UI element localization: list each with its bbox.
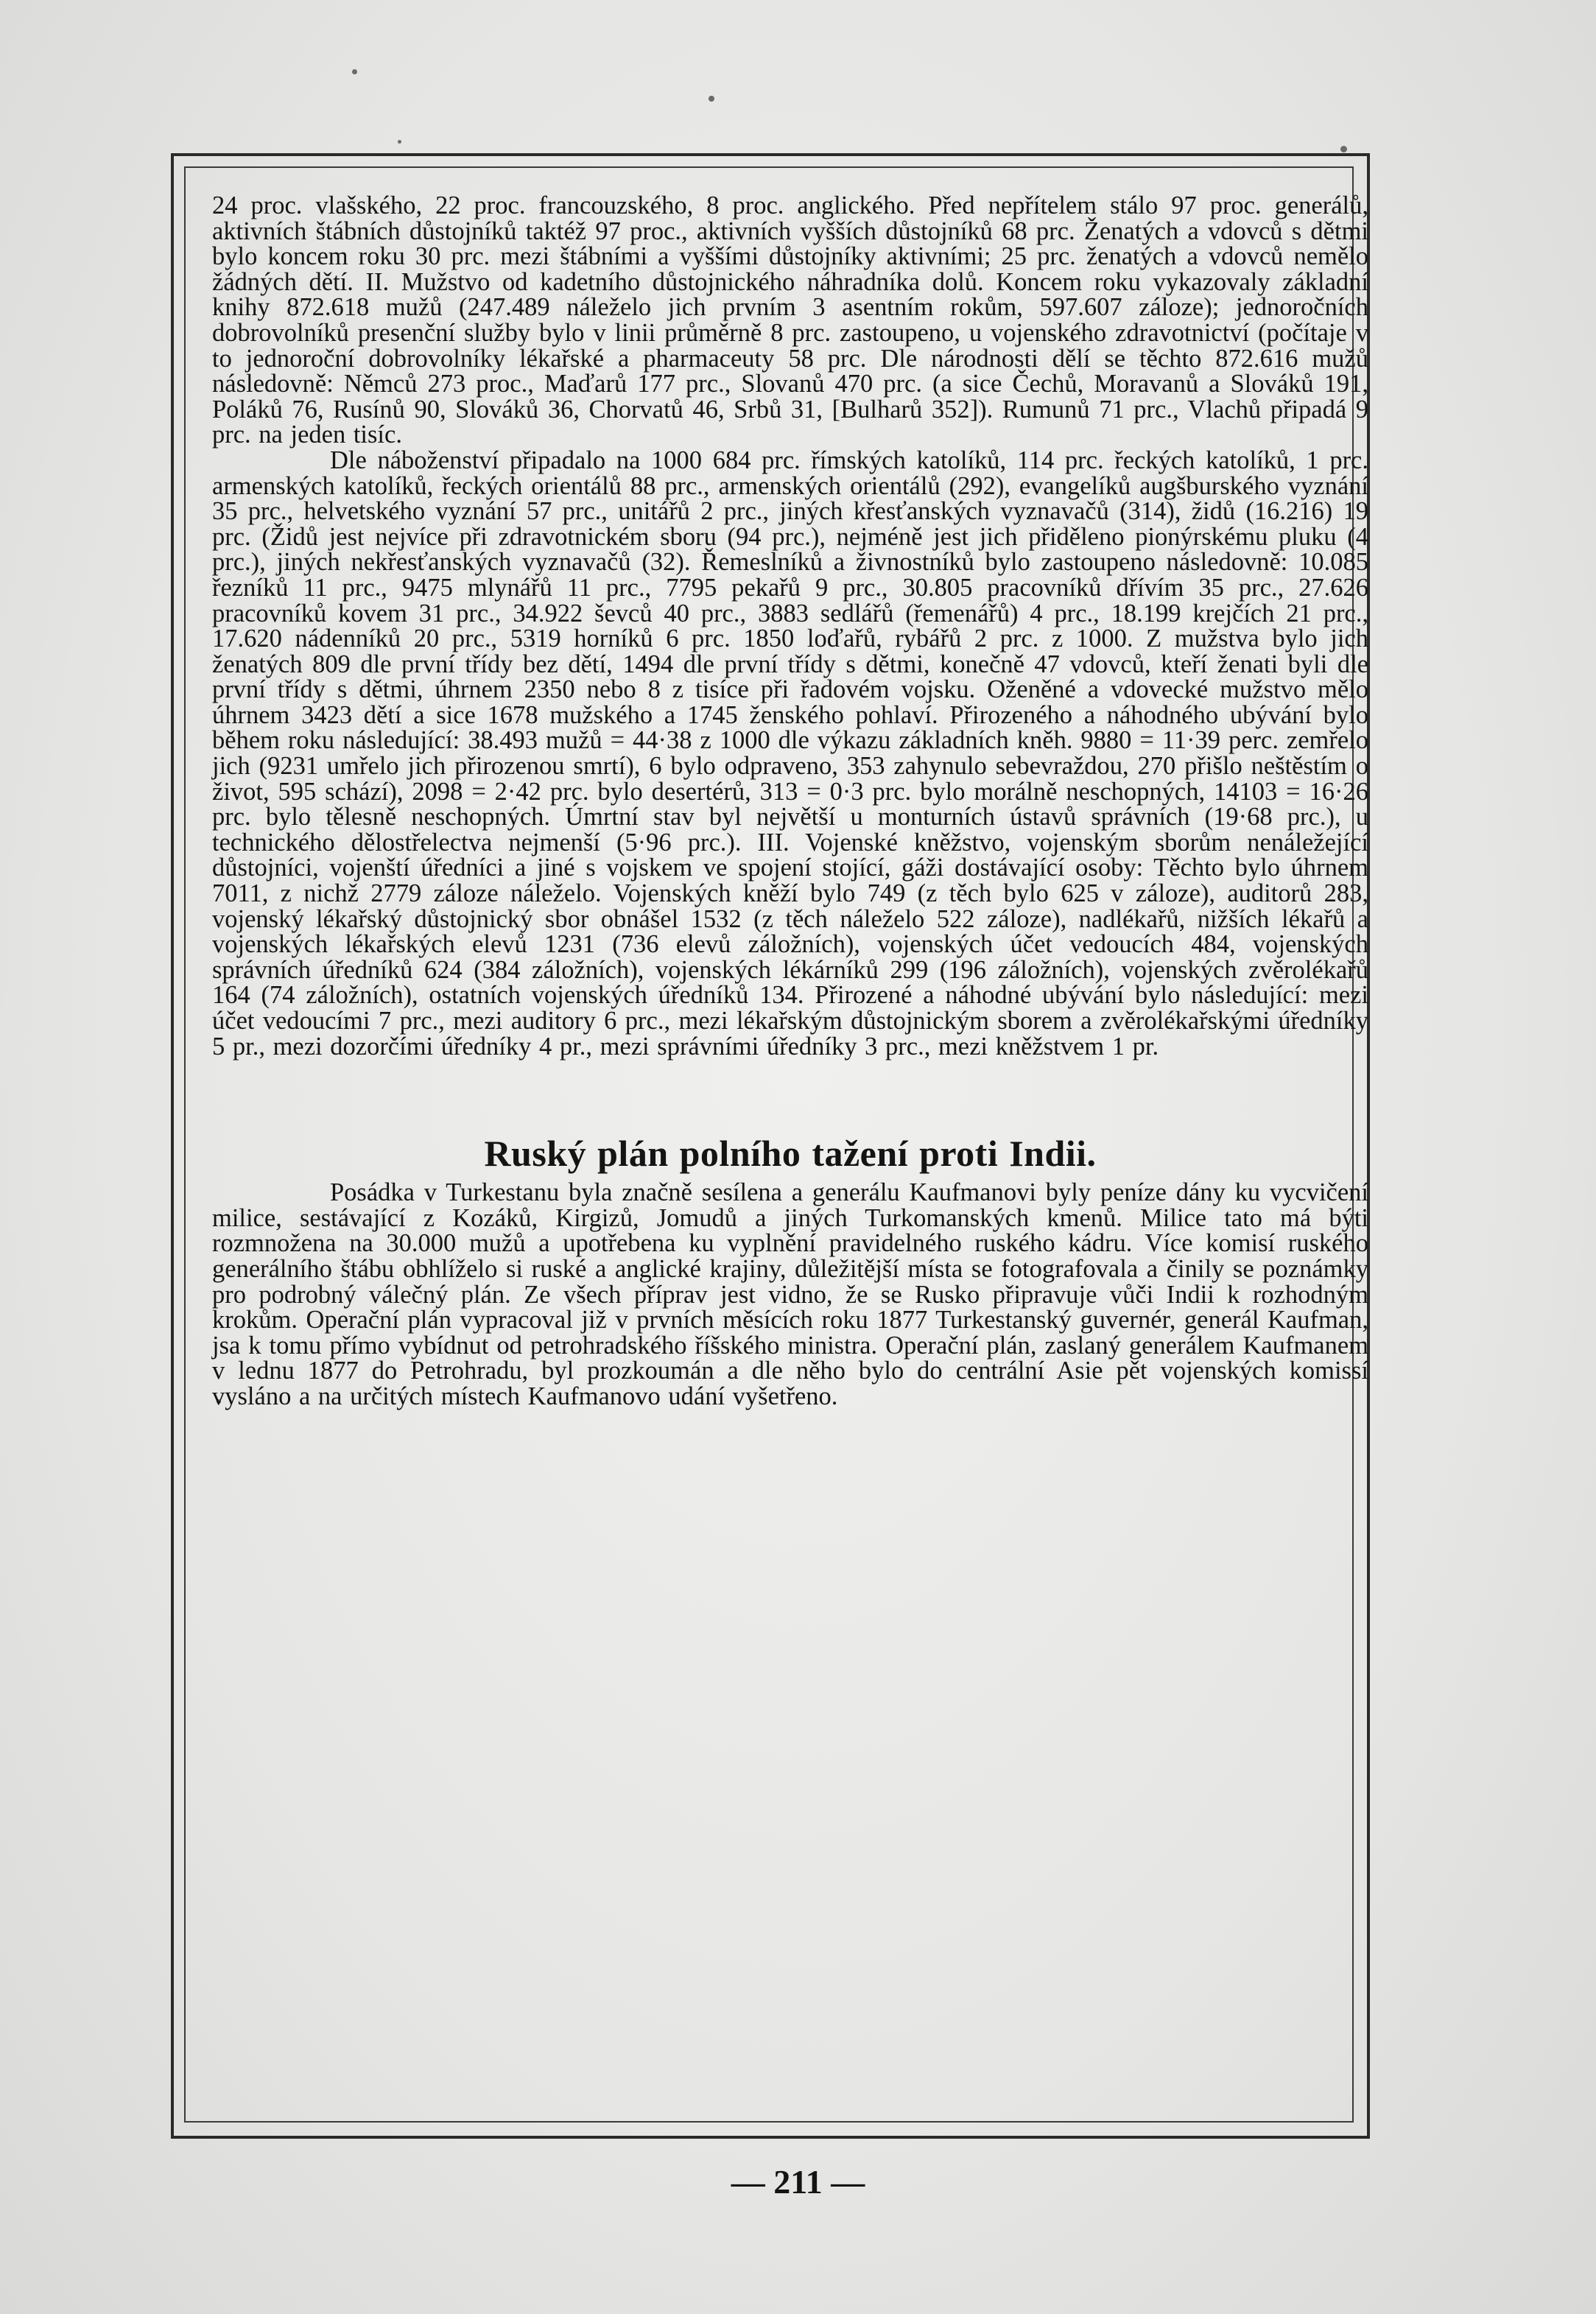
- text-column: [212, 193, 1368, 1410]
- scan-speck: [398, 140, 401, 144]
- scan-speck: [352, 69, 357, 74]
- article-paragraph: Posádka v Turkestanu byla značně sesílena a generálu Kaufmanovi byly peníze dány ku vycvičení milice, sestávající z Kozáků, Kirgizů, Jomudů a jiných Turkomanských kmenů. Milice tato má býti rozmnožena na 30.000 mužů a upotřebena ku vyplnění pravidelného ruského kádru. Více komisí ruského generálního štábu obhlíželo si ruské a anglické krajiny, důležitější místa se fotografovala a činily se poznámky pro podrobný válečný plán. Ze všech příprav jest vidno, že se Rusko připravuje vůči Indii k rozhodným krokům. Operační plán vypracoval již v prvních měsících roku 1877 Turkestanský guvernér, generál Kaufman, jsa k tomu přímo vybídnut od petrohradského říšského ministra. Operační plán, zaslaný generálem Kaufmanem v lednu 1877 do Petrohradu, byl prozkoumán a dle něho bylo do centrální Asie pět vojenských komissí vysláno a na určitých místech Kaufmanovo udání vyšetřeno.: [212, 1178, 1368, 1410]
- statistics-paragraph-2: Dle náboženství připadalo na 1000 684 prc. římských katolíků, 114 prc. řeckých katolíků, 1 prc. armenských katolíků, řeckých orientálů 88 prc., armenských orientálů (292), evangelíků augšburského vyznání 35 prc., helvetského vyznání 57 prc., unitářů 2 prc., jiných křesťanských vyznavačů (314), židů (16.216) 19 prc. (Židů jest nejvíce při zdravotnickém sboru (94 prc.), nejméně jest jich přiděleno pionýrskému pluku (4 prc.), jiných nekřesťanských vyznavačů (32). Řemeslníků a živnostníků bylo zastoupeno následovně: 10.085 řezníků 11 prc., 9475 mlynářů 11 prc., 7795 pekařů 9 prc., 30.805 pracovníků dřívím 35 prc., 27.626 pracovníků kovem 31 prc., 34.922 ševců 40 prc., 3883 sedlářů (řemenářů) 4 prc., 18.199 krejčích 21 prc., 17.620 nádenníků 20 prc., 5319 horníků 6 prc. 1850 loďařů, rybářů 2 prc. z 1000. Z mužstva bylo jich ženatých 809 dle první třídy bez dětí, 1494 dle první třídy s dětmi, konečně 47 vdovců, kteří ženati byli dle první třídy s dětmi, úhrnem 2350 nebo 8 z tisíce při řadovém vojsku. Oženěné a vdovecké mužstvo mělo úhrnem 3423 dětí a sice 1678 mužského a 1745 ženského pohlaví. Přirozeného a náhodného ubývání bylo během roku následující: 38.493 mužů = 44·38 z 1000 dle výkazu základních kněh. 9880 = 11·39 perc. zemřelo jich (9231 umřelo jich přirozenou smrtí), 6 bylo odpraveno, 353 zahynulo sebevraždou, 270 přišlo neštěstím o život, 595 schází), 2098 = 2·42 prc. bylo desertérů, 313 = 0·3 prc. bylo morálně neschopných, 14103 = 16·26 prc. bylo tělesně neschopných. Úmrtní stav byl největší u monturních ústavů správních (19·68 prc.), u technického dělostřelectva nejmenší (5·96 prc.). III. Vojenské kněžstvo, vojenským sborům nenáležející důstojníci, vojenští úředníci a jiné s vojskem ve spojení stojící, gáži dostávající osoby: Těchto bylo úhrnem 7011, z nichž 2779 záloze náleželo. Vojenských kněží bylo 749 (z těch bylo 625 v záloze), auditorů 283, vojenský lékařský důstojnický sbor obnášel 1532 (z těch náleželo 522 záloze), nadlékařů, nižších lékařů a vojenských lékařských elevů 1231 (736 elevů záložních), vojenských účet vedoucích 484, vojenských správních úředníků 624 (384 záložních), vojenských lékárníků 299 (196 záložních), vojenských zvěrolékařů 164 (74 záložních), ostatních vojenských úředníků 134. Přirozené a náhodné ubývání bylo následující: mezi účet vedoucími 7 prc., mezi auditory 6 prc., mezi lékařským důstojnickým sborem a zvěrolékařskými úředníky 5 pr., mezi dozorčími úředníky 4 pr., mezi správními úředníky 3 prc., mezi kněžstvem 1 pr.: [212, 446, 1368, 1061]
- statistics-paragraph-1: 24 proc. vlašského, 22 proc. francouzského, 8 proc. anglického. Před nepřítelem stálo 97 proc. generálů, aktivních štábních důstojníků taktéž 97 proc., aktivních vyšších důstojníků 68 prc. Ženatých a vdovců s dětmi bylo koncem roku 30 prc. mezi štábními a vyššími důstojníky aktivními; 25 prc. ženatých a vdovců nemělo žádných dětí. II. Mužstvo od kadetního důstojnického náhradníka dolů. Koncem roku vykazovaly základní knihy 872.618 mužů (247.489 náleželo jich prvním 3 asentním rokům, 597.607 záloze); jednoročních dobrovolníků presenční služby bylo v linii průměrně 8 prc. zastoupeno, u vojenského zdravotnictví (počítaje v to jednoroční dobrovolníky lékařské a pharmaceuty 58 prc. Dle národnosti dělí se těchto 872.616 mužů následovně: Němců 273 proc., Maďarů 177 prc., Slovanů 470 prc. (a sice Čechů, Moravanů a Slováků 191, Poláků 76, Rusínů 90, Slováků 36, Chorvatů 46, Srbů 31, [Bulharů 352]). Rumunů 71 prc., Vlachů připadá 9 prc. na jeden tisíc.: [212, 191, 1368, 449]
- page-number: — 211 —: [731, 2163, 865, 2201]
- section-heading: Ruský plán polního tažení proti Indii.: [484, 1133, 1097, 1175]
- scan-speck: [1340, 146, 1347, 152]
- scan-speck: [709, 96, 714, 102]
